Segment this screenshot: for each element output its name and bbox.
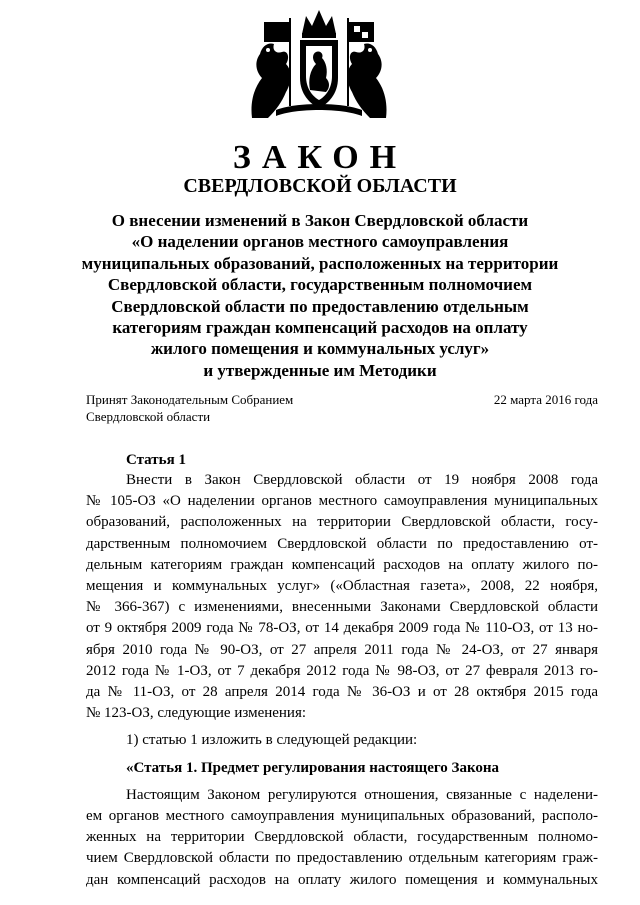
text-line: № 366-367) с изменениями, внесенными Законами Свердловской области — [86, 599, 598, 616]
text-line: дельным категориям граждан компенсаций расходов на оплату жилого по- — [86, 556, 598, 573]
law-title — [70, 210, 570, 381]
text-line: женных на территории Свердловской области, государственным полномо- — [86, 829, 598, 846]
title-line: Свердловской области по предоставлению отдельным — [111, 296, 529, 316]
title-line: О внесении изменений в Закон Свердловской области — [111, 211, 529, 230]
text-line: 2012 года № 1-ОЗ, от 7 декабря 2012 года № 98-ОЗ, от 27 февраля 2013 го- — [86, 662, 598, 679]
title-line: «О наделении органов местного самоуправления — [131, 232, 509, 252]
article-body — [86, 470, 598, 891]
region-heading: СВЕРДЛОВСКОЙ ОБЛАСТИ — [183, 175, 457, 197]
text-line: чием Свердловской области по предоставлению отдельным категориям граж- — [86, 850, 598, 867]
adoption-line: Свердловской области — [86, 409, 211, 424]
text-line: № 105-ОЗ «О наделении органов местного самоуправления муниципальных — [86, 493, 598, 510]
title-line: муниципальных образований, расположенных на территории — [81, 253, 559, 273]
title-line: и утвержденные им Методики — [203, 360, 437, 380]
title-line: Свердловской области, государственным полномочием — [107, 275, 533, 295]
adoption-info — [86, 391, 293, 425]
sub-article-heading: «Статья 1. Предмет регулирования настоящего Закона — [126, 759, 500, 776]
text-line: дан компенсаций расходов на оплату жилого помещения и коммунальных — [86, 871, 598, 888]
text-line: образований, расположенных на территории Свердловской области, госу- — [86, 514, 598, 531]
title-line: категориям граждан компенсаций расходов на оплату — [112, 318, 528, 338]
text-line: № 123-ОЗ, следующие изменения: — [86, 705, 307, 722]
text-line: Настоящим Законом регулируются отношения, связанные с наделени- — [126, 786, 598, 803]
text-line: мещения и коммунальных услуг» («Областная газета», 2008, 22 ноября, — [86, 578, 598, 595]
list-item: 1) статью 1 изложить в следующей редакции: — [126, 732, 418, 749]
text-line: да № 11-ОЗ, от 28 апреля 2014 года № 36-ОЗ и от 28 октября 2015 года — [86, 684, 598, 701]
adoption-date: 22 марта 2016 года — [493, 392, 598, 407]
text-line: от 9 октября 2009 года № 78-ОЗ, от 14 декабря 2009 года № 110-ОЗ, от 13 но- — [86, 620, 598, 637]
text-line: ября 2010 года № 90-ОЗ, от 27 апреля 2011 года № 24-ОЗ, от 27 января — [86, 641, 598, 658]
coat-of-arms-icon — [246, 6, 392, 122]
text-line: ем органов местного самоуправления муниципальных образований, располо- — [86, 808, 598, 825]
text-line: Внести в Закон Свердловской области от 19 ноября 2008 года — [126, 472, 598, 488]
adoption-line: Принят Законодательным Собранием — [86, 392, 294, 407]
article-heading: Статья 1 — [126, 452, 186, 468]
title-line: жилого помещения и коммунальных услуг» — [150, 339, 490, 359]
text-line: дарственным полномочием Свердловской области по предоставлению от- — [86, 535, 598, 552]
law-heading: ЗАКОН — [232, 139, 408, 176]
